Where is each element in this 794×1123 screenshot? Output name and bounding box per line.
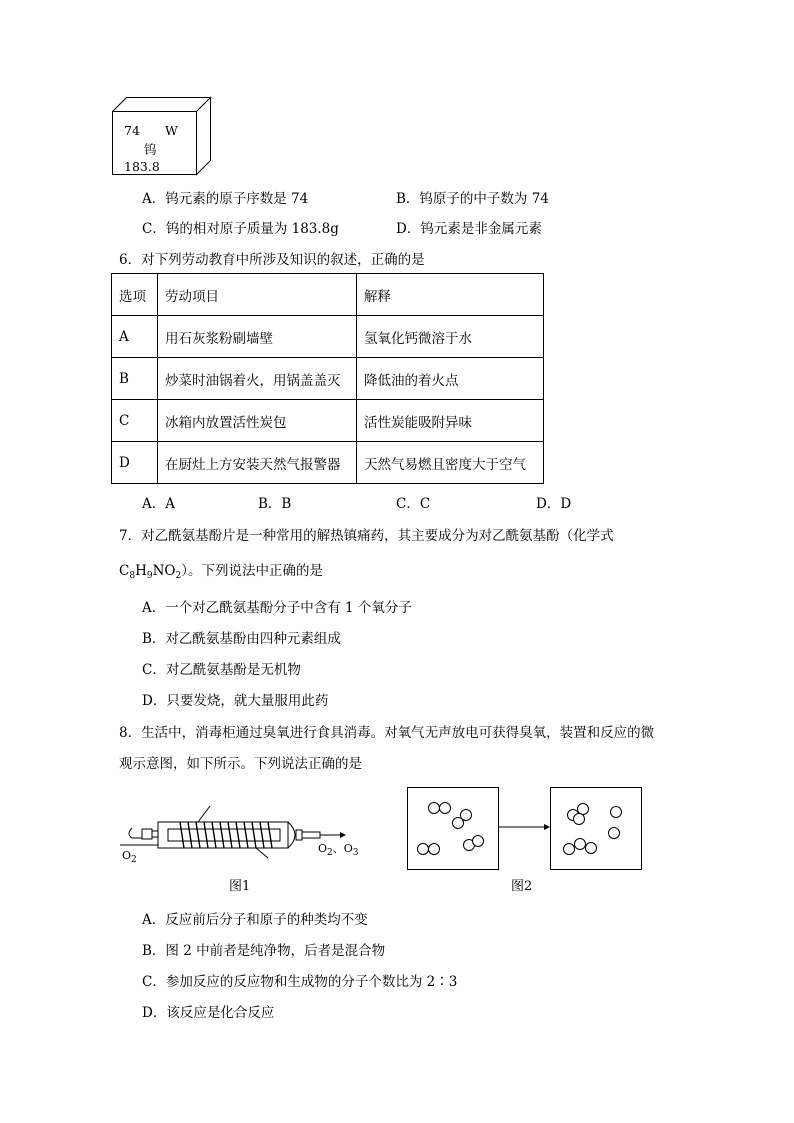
table-row xyxy=(112,442,544,484)
table-cell: B xyxy=(112,358,158,400)
table-cell: 在厨灶上方安装天然气报警器 xyxy=(158,442,357,484)
q7-option-c: C．对乙酰氨基酚是无机物 xyxy=(142,662,301,678)
q8-option-a: A．反应前后分子和原子的种类均不变 xyxy=(142,912,368,928)
q5-option-b: B．钨原子的中子数为 74 xyxy=(396,191,549,207)
header-cell: 劳动项目 xyxy=(158,274,357,316)
q7-option-b: B．对乙酰氨基酚由四种元素组成 xyxy=(142,631,341,647)
reaction-microscopic-diagram xyxy=(406,786,646,872)
q8-option-c: C．参加反应的反应物和生成物的分子个数比为 2∶3 xyxy=(142,974,458,990)
q6-option-d: D．D xyxy=(536,496,572,512)
atomic-mass: 183.8 xyxy=(124,159,160,174)
table-cell: 氢氧化钙微溶于水 xyxy=(357,316,544,358)
formula-no: NO xyxy=(152,563,176,579)
ozone-generator-diagram xyxy=(118,800,368,870)
q8-stem-line2: 观示意图，如下所示。下列说法正确的是 xyxy=(119,756,362,772)
q6-stem: 6．对下列劳动教育中所涉及知识的叙述，正确的是 xyxy=(119,252,425,268)
table-header-row xyxy=(112,274,544,316)
table-cell: A xyxy=(112,316,158,358)
formula-c: C xyxy=(119,563,130,579)
o3-out-sub: 3 xyxy=(352,848,359,858)
q8-option-d: D．该反应是化合反应 xyxy=(142,1005,275,1021)
q5-option-a: A．钨元素的原子序数是 74 xyxy=(142,191,309,207)
q8-option-b: B．图 2 中前者是纯净物，后者是混合物 xyxy=(142,943,386,959)
atomic-number: 74 xyxy=(124,123,140,138)
header-cell: 解释 xyxy=(357,274,544,316)
q7-stem-line1: 7．对乙酰氨基酚片是一种常用的解热镇痛药，其主要成分为对乙酰氨基酚（化学式 xyxy=(119,528,614,544)
o2-in-sub: 2 xyxy=(131,855,137,865)
q6-option-b: B．B xyxy=(258,496,292,512)
o2-out-sub: 2 xyxy=(327,848,333,858)
q8-stem-line1: 8．生活中，消毒柜通过臭氧进行食具消毒。对氧气无声放电可获得臭氧，装置和反应的微 xyxy=(119,725,655,741)
outlet-separator: 、 xyxy=(332,842,344,855)
q6-option-c: C．C xyxy=(396,496,431,512)
q5-option-c: C．钨的相对原子质量为 183.8g xyxy=(142,221,339,237)
o3-out-o: O xyxy=(343,842,353,855)
table-cell: D xyxy=(112,442,158,484)
element-name: 钨 xyxy=(144,142,157,157)
outlet-label xyxy=(318,840,359,858)
table-cell: 天然气易燃且密度大于空气 xyxy=(357,442,544,484)
table-row xyxy=(112,316,544,358)
figure1-caption: 图1 xyxy=(229,879,251,894)
inlet-label xyxy=(122,849,137,865)
formula-c-subscript: 8 xyxy=(129,571,136,581)
header-cell: 选项 xyxy=(112,274,158,316)
q5-option-d: D．钨元素是非金属元素 xyxy=(396,221,542,237)
q6-table xyxy=(111,273,544,484)
q7-option-d: D．只要发烧，就大量服用此药 xyxy=(142,693,329,709)
table-cell: 降低油的着火点 xyxy=(357,358,544,400)
formula-h-subscript: 9 xyxy=(146,571,153,581)
table-cell: C xyxy=(112,400,158,442)
table-row xyxy=(112,358,544,400)
element-symbol: W xyxy=(165,123,178,138)
q6-option-a: A．A xyxy=(142,496,175,512)
table-cell: 炒菜时油锅着火，用锅盖盖灭 xyxy=(158,358,357,400)
q7-option-a: A．一个对乙酰氨基酚分子中含有 1 个氧分子 xyxy=(142,600,412,616)
table-cell: 冰箱内放置活性炭包 xyxy=(158,400,357,442)
formula-h: H xyxy=(135,563,147,579)
formula-o-subscript: 2 xyxy=(175,571,182,581)
o2-out-o: O xyxy=(318,842,328,855)
q7-stem-tail: ）。下列说法中正确的是 xyxy=(181,563,323,579)
figure2-caption: 图2 xyxy=(511,879,533,894)
table-cell: 用石灰浆粉刷墙壁 xyxy=(158,316,357,358)
o2-in-o: O xyxy=(122,849,132,862)
table-cell: 活性炭能吸附异味 xyxy=(357,400,544,442)
table-row xyxy=(112,400,544,442)
q7-stem-line2 xyxy=(119,559,323,581)
